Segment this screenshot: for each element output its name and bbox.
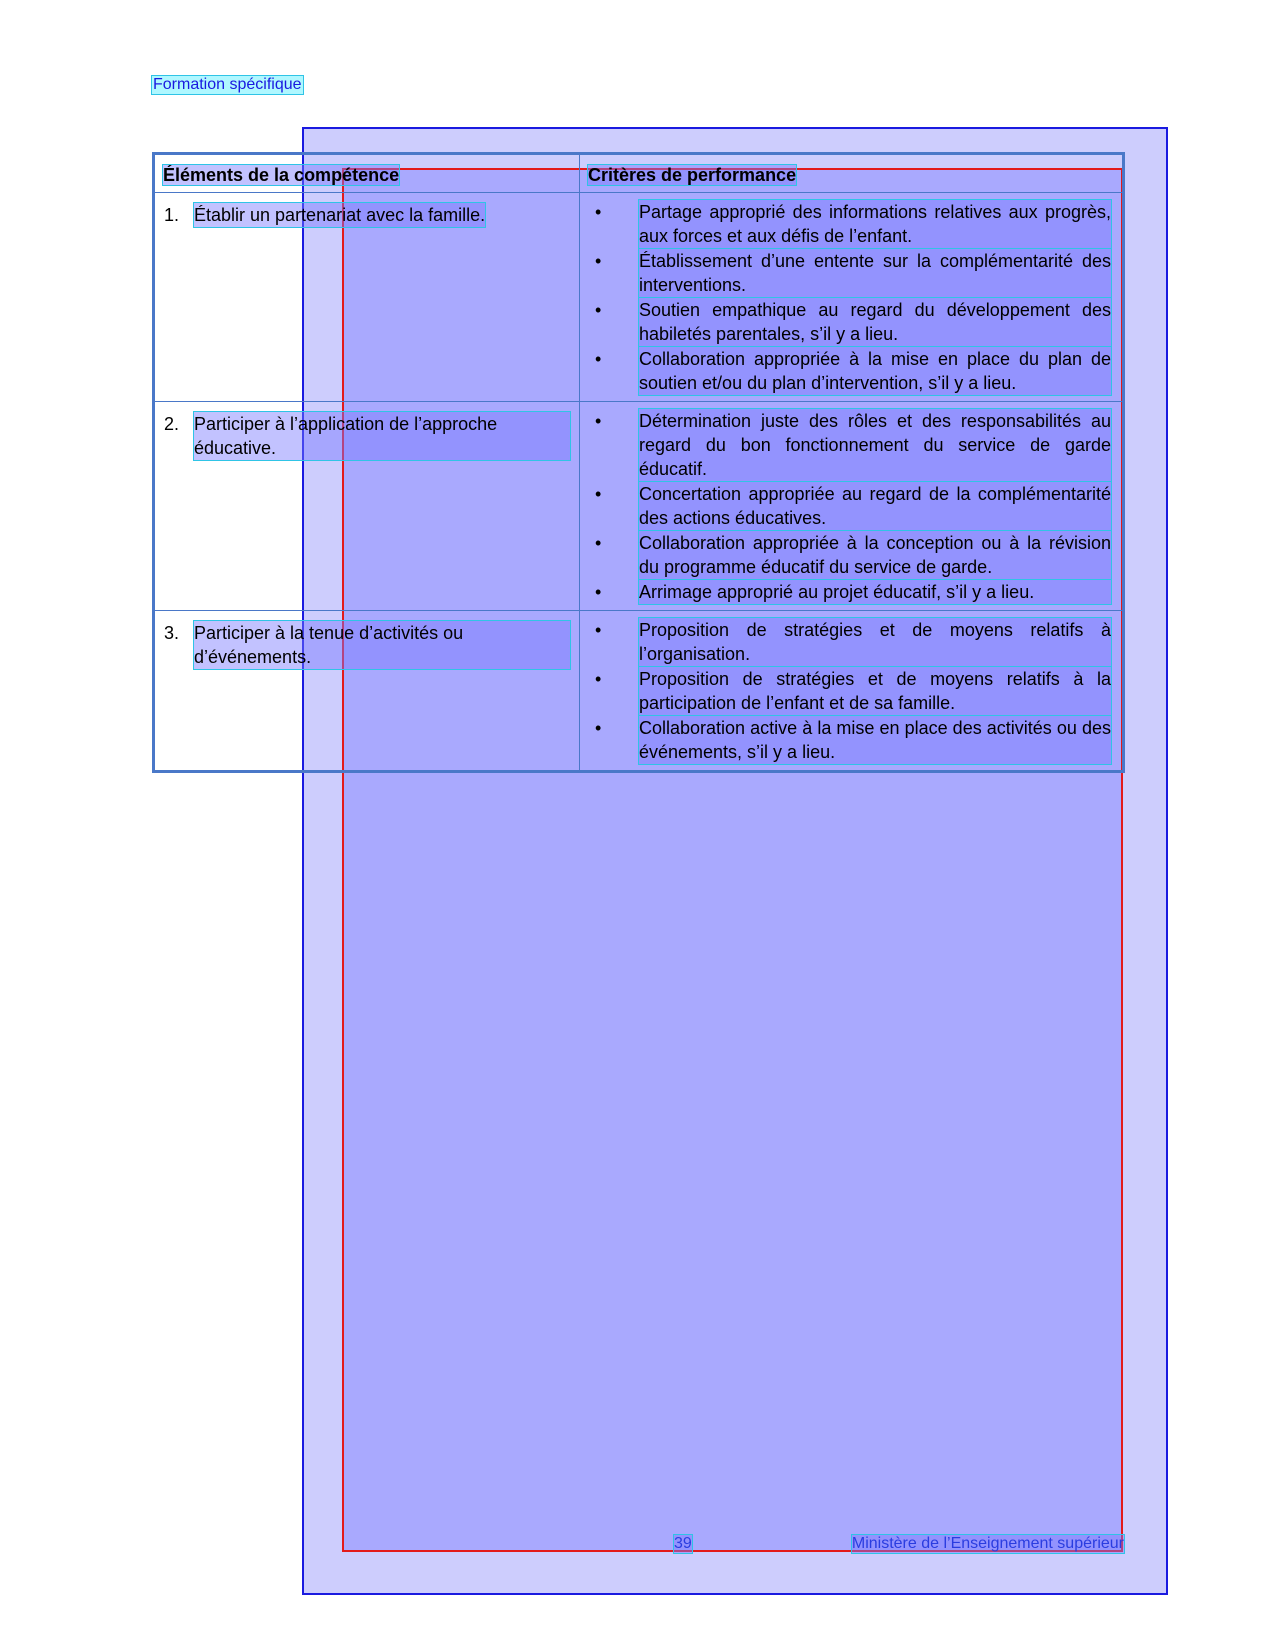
element-number: 2. [164,414,180,434]
list-item: • Partage approprié des informations relatives aux progrès, aux forces et aux défis de l’enfant. [591,200,1111,248]
bullet-icon: • [595,582,602,602]
page-footer [674,1535,1124,1553]
element-text: Établir un partenariat avec la famille. [194,205,486,225]
element-cell [154,193,580,402]
criteria-list [581,612,1121,769]
element-number: 1. [164,205,180,225]
header-elements: Éléments de la compétence [154,154,580,193]
competence-table [152,152,1125,773]
bullet-icon: • [595,349,602,369]
criteria-cell [580,611,1124,772]
bullet-icon: • [595,620,602,640]
list-item: • Soutien empathique au regard du développement des habiletés parentales, s’il y a lieu. [591,298,1111,346]
bullet-icon: • [595,251,602,271]
page-number: 39 [674,1535,692,1552]
table-header-row [154,154,1124,193]
bullet-icon: • [595,718,602,738]
list-item: • Concertation appropriée au regard de la complémentarité des actions éducatives. [591,482,1111,530]
bullet-icon: • [595,300,602,320]
criteria-list [581,194,1121,400]
bullet-icon: • [595,202,602,222]
table-row [154,193,1124,402]
list-item: • Établissement d’une entente sur la complémentarité des interventions. [591,249,1111,297]
criteria-cell [580,402,1124,611]
list-item: • Collaboration active à la mise en place des activités ou des événements, s’il y a lieu. [591,716,1111,764]
element-cell [154,611,580,772]
bullet-icon: • [595,669,602,689]
header-criteria: Critères de performance [580,154,1124,193]
list-item: • Collaboration appropriée à la mise en place du plan de soutien et/ou du plan d’intervention, s’il y a lieu. [591,347,1111,395]
running-header: Formation spécifique [153,76,302,93]
list-item: • Proposition de stratégies et de moyens relatifs à la participation de l’enfant et de sa famille. [591,667,1111,715]
element-number: 3. [164,623,180,643]
criteria-list [581,403,1121,609]
list-item: • Proposition de stratégies et de moyens relatifs à l’organisation. [591,618,1111,666]
list-item: • Arrimage approprié au projet éducatif, s’il y a lieu. [591,580,1111,604]
table-row [154,611,1124,772]
bullet-icon: • [595,411,602,431]
bullet-icon: • [595,533,602,553]
bullet-icon: • [595,484,602,504]
table-row [154,402,1124,611]
element-text: Participer à la tenue d’activités ou d’événements. [194,621,570,669]
element-cell [154,402,580,611]
list-item: • Détermination juste des rôles et des responsabilités au regard du bon fonctionnement du service de garde éducatif. [591,409,1111,481]
criteria-cell [580,193,1124,402]
footer-ministry: Ministère de l’Enseignement supérieur [851,1535,1124,1552]
list-item: • Collaboration appropriée à la conception ou à la révision du programme éducatif du service de garde. [591,531,1111,579]
element-text: Participer à l’application de l’approche éducative. [194,412,570,460]
